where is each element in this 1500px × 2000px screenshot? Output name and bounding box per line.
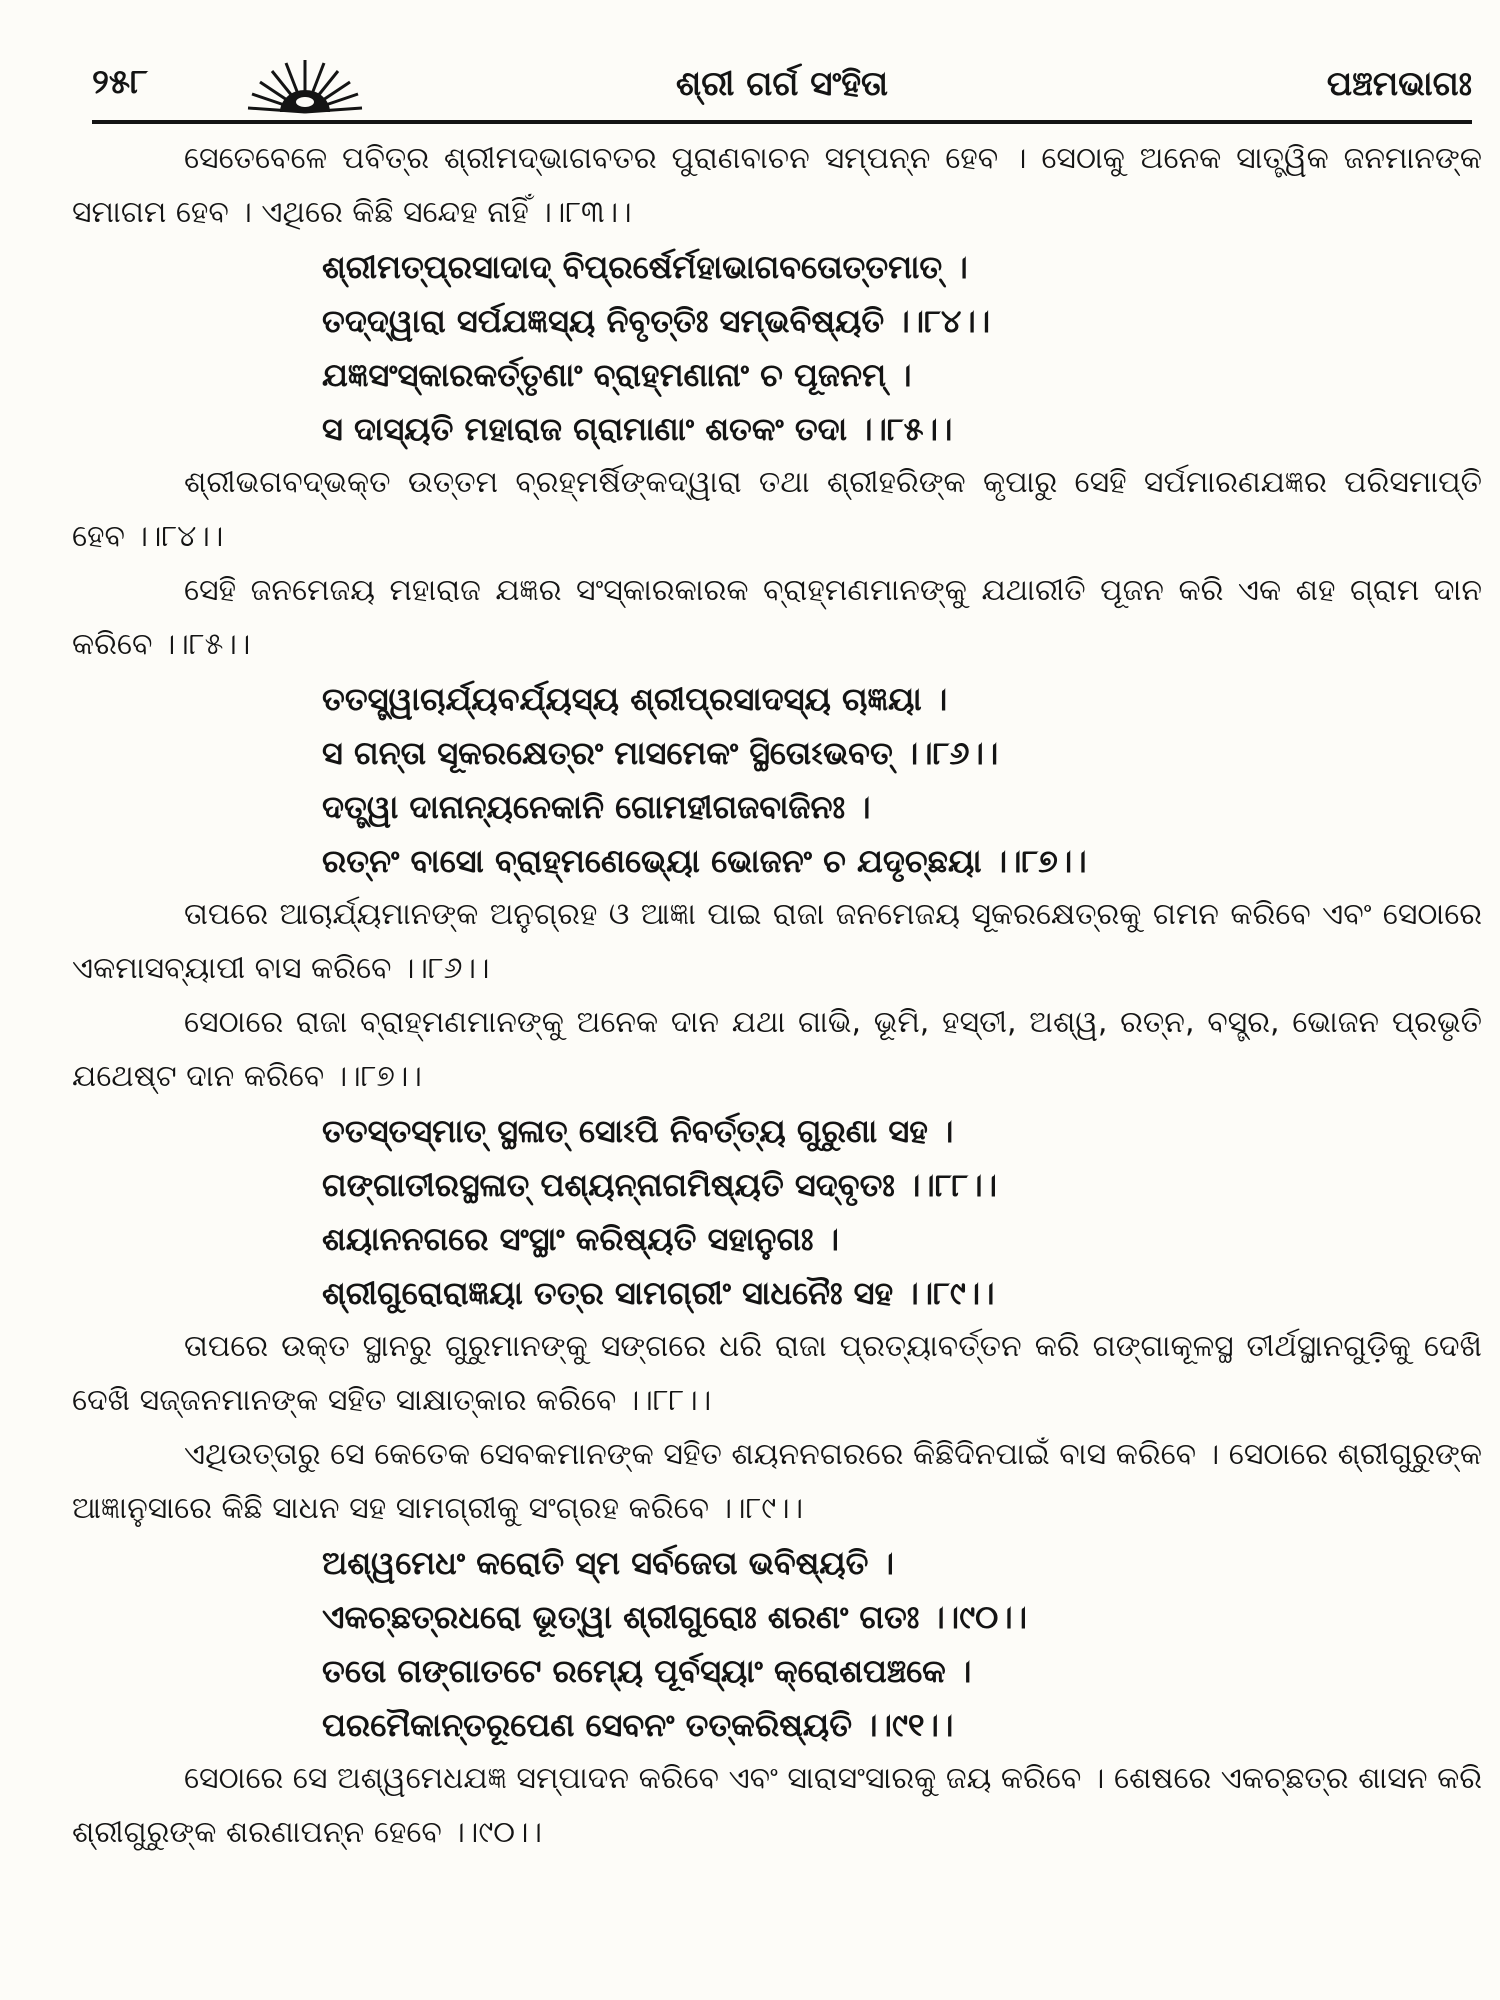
prose-paragraph: ଏଥିଉତ୍ତାରୁ ସେ କେତେକ ସେବକମାନଙ୍କ ସହିତ ଶୟନନଗରରେ କିଛିଦିନପାଇଁ ବାସ କରିବେ । ସେଠାରେ ଶ୍ରୀଗୁରୁଙ୍କ ଆଜ୍ଞାନୁସାରେ କିଛି ସାଧନ ସହ ସାମଗ୍ରୀକୁ ସଂଗ୍ରହ କରିବେ ।।୮୯।। xyxy=(72,1437,1482,1526)
prose-paragraph: ଶ୍ରୀଭଗବଦ୍‌ଭକ୍ତ ଉତ୍ତମ ବ୍ରହ୍ମର୍ଷିଙ୍କଦ୍ୱାରା ତଥା ଶ୍ରୀହରିଙ୍କ କୃପାରୁ ସେହି ସର୍ପମାରଣଯଜ୍ଞର ପରିସମାପ୍ତି ହେବ ।।୮୪।। xyxy=(72,465,1482,554)
verse-line: ପରମୈକାନ୍ତରୂପେଣ ସେବନଂ ତତ୍‌କରିଷ୍ୟତି ।।୯୧।। xyxy=(322,1706,954,1744)
verse-line: ତତୋ ଗଙ୍ଗାତଟେ ରମ୍ୟେ ପୂର୍ବସ୍ୟାଂ କ୍ରୋଶପଞ୍ଚକେ । xyxy=(322,1652,972,1690)
verse-line: ତତସ୍ତସ୍ମାତ୍ ସ୍ଥଳାତ୍ ସୋଽପି ନିବର୍ତ୍ତ୍ୟ ଗୁରୁଣା ସହ । xyxy=(322,1112,954,1150)
verse-line: ଅଶ୍ୱମେଧଂ କରୋତି ସ୍ମ ସର୍ବଜେତା ଭବିଷ୍ୟତି । xyxy=(322,1544,895,1582)
page-number: ୨୫୮ xyxy=(92,62,148,102)
verse-line: ସ ଗନ୍ତା ସୂକରକ୍ଷେତ୍ରଂ ମାସମେକଂ ସ୍ଥିତୋଽଭବତ୍ ।।୮୬।। xyxy=(322,734,999,772)
verse-block xyxy=(72,672,1482,888)
prose-paragraph: ସେଠାରେ ସେ ଅଶ୍ୱମେଧଯଜ୍ଞ ସମ୍ପାଦନ କରିବେ ଏବଂ ସାରାସଂସାରକୁ ଜୟ କରିବେ । ଶେଷରେ ଏକଚ୍ଛତ୍ର ଶାସନ କରି ଶ୍ରୀଗୁରୁଙ୍କ ଶରଣାପନ୍ନ ହେବେ ।।୯୦।। xyxy=(72,1761,1482,1850)
verse-line: ରତ୍ନଂ ବାସୋ ବ୍ରାହ୍ମଣେଭ୍ୟୋ ଭୋଜନଂ ଚ ଯଦୃଚ୍ଛୟା ।।୮୭।। xyxy=(322,842,1087,880)
book-title: ଶ୍ରୀ ଗର୍ଗ ସଂହିତା xyxy=(675,64,889,104)
prose-paragraph: ସେହି ଜନମେଜୟ ମହାରାଜ ଯଜ୍ଞର ସଂସ୍କାରକାରକ ବ୍ରାହ୍ମଣମାନଙ୍କୁ ଯଥାରୀତି ପୂଜନ କରି ଏକ ଶହ ଗ୍ରାମ ଦାନ କରିବେ ।।୮୫।। xyxy=(72,573,1482,662)
verse-line: ଗଙ୍ଗାତୀରସ୍ଥଳାତ୍ ପଶ୍ୟନ୍ନାଗମିଷ୍ୟତି ସଦ୍‌ବୃତଃ ।।୮୮।। xyxy=(322,1166,998,1204)
verse-line: ସ ଦାସ୍ୟତି ମହାରାଜ ଗ୍ରାମାଣାଂ ଶତକଂ ତଦା ।।୮୫।। xyxy=(322,410,953,448)
verse-line: ତଦ୍‌ଦ୍ୱାରା ସର୍ପଯଜ୍ଞସ୍ୟ ନିବୃତ୍ତିଃ ସମ୍ଭବିଷ୍ୟତି ।।୮୪।। xyxy=(322,302,991,340)
prose-paragraph: ତାପରେ ଆଚାର୍ଯ୍ୟମାନଙ୍କ ଅନୁଗ୍ରହ ଓ ଆଜ୍ଞା ପାଇ ରାଜା ଜନମେଜୟ ସୂକରକ୍ଷେତ୍ରକୁ ଗମନ କରିବେ ଏବଂ ସେଠାରେ ଏକମାସବ୍ୟାପୀ ବାସ କରିବେ ।।୮୬।। xyxy=(72,897,1482,986)
prose-paragraph: ତାପରେ ଉକ୍ତ ସ୍ଥାନରୁ ଗୁରୁମାନଙ୍କୁ ସଙ୍ଗରେ ଧରି ରାଜା ପ୍ରତ୍ୟାବର୍ତ୍ତନ କରି ଗଙ୍ଗାକୂଳସ୍ଥ ତୀର୍ଥସ୍ଥାନଗୁଡ଼ିକୁ ଦେଖି ଦେଖି ସଜ୍ଜନମାନଙ୍କ ସହିତ ସାକ୍ଷାତ୍କାର କରିବେ ।।୮୮।। xyxy=(72,1329,1482,1418)
verse-line: ଏକଚ୍ଛତ୍ରଧରୋ ଭୂତ୍ୱା ଶ୍ରୀଗୁରୋଃ ଶରଣଂ ଗତଃ ।।୯୦।। xyxy=(322,1598,1028,1636)
section-name: ପଞ୍ଚମଭାଗଃ xyxy=(1326,64,1472,104)
verse-line: ଦତ୍ତ୍ୱା ଦାନାନ୍ୟନେକାନି ଗୋମହୀଗଜବାଜିନଃ । xyxy=(322,788,871,826)
prose-paragraph: ସେତେବେଳେ ପବିତ୍ର ଶ୍ରୀମଦ୍ଭାଗବତର ପୁରାଣବାଚନ ସମ୍ପନ୍ନ ହେବ । ସେଠାକୁ ଅନେକ ସାତ୍ତ୍ୱିକ ଜନମାନଙ୍କ ସମାଗମ ହେବ । ଏଥିରେ କିଛି ସନ୍ଦେହ ନାହିଁ ।।୮୩।। xyxy=(72,141,1482,230)
verse-line: ଶୟାନନଗରେ ସଂସ୍ଥାଂ କରିଷ୍ୟତି ସହାନୁଗଃ । xyxy=(322,1220,840,1258)
verse-block xyxy=(72,240,1482,456)
verse-line: ଶ୍ରୀଗୁରୋରାଜ୍ଞୟା ତତ୍ର ସାମଗ୍ରୀଂ ସାଧନୈଃ ସହ ।।୮୯।। xyxy=(322,1274,995,1312)
verse-line: ଯଜ୍ଞସଂସ୍କାରକର୍ତ୍ତୃଣାଂ ବ୍ରାହ୍ମଣାନାଂ ଚ ପୂଜନମ୍ । xyxy=(322,356,912,394)
verse-block xyxy=(72,1536,1482,1752)
verse-line: ଶ୍ରୀମତ୍‌ପ୍ରସାଦାଦ୍ ବିପ୍ରର୍ଷେର୍ମହାଭାଗବତୋତ୍ତମାତ୍ । xyxy=(322,248,968,286)
page-body xyxy=(72,132,1482,1860)
prose-paragraph: ସେଠାରେ ରାଜା ବ୍ରାହ୍ମଣମାନଙ୍କୁ ଅନେକ ଦାନ ଯଥା ଗାଭି, ଭୂମି, ହସ୍ତୀ, ଅଶ୍ୱ, ରତ୍ନ, ବସ୍ତ୍ର, ଭୋଜନ ପ୍ରଭୃତି ଯଥେଷ୍ଟ ଦାନ କରିବେ ।।୮୭।। xyxy=(72,1005,1482,1094)
verse-line: ତତସ୍ତ୍ୱାଚାର୍ଯ୍ୟବର୍ଯ୍ୟସ୍ୟ ଶ୍ରୀପ୍ରସାଦସ୍ୟ ଚାଜ୍ଞୟା । xyxy=(322,680,948,718)
verse-block xyxy=(72,1104,1482,1320)
page-header xyxy=(92,58,1472,124)
